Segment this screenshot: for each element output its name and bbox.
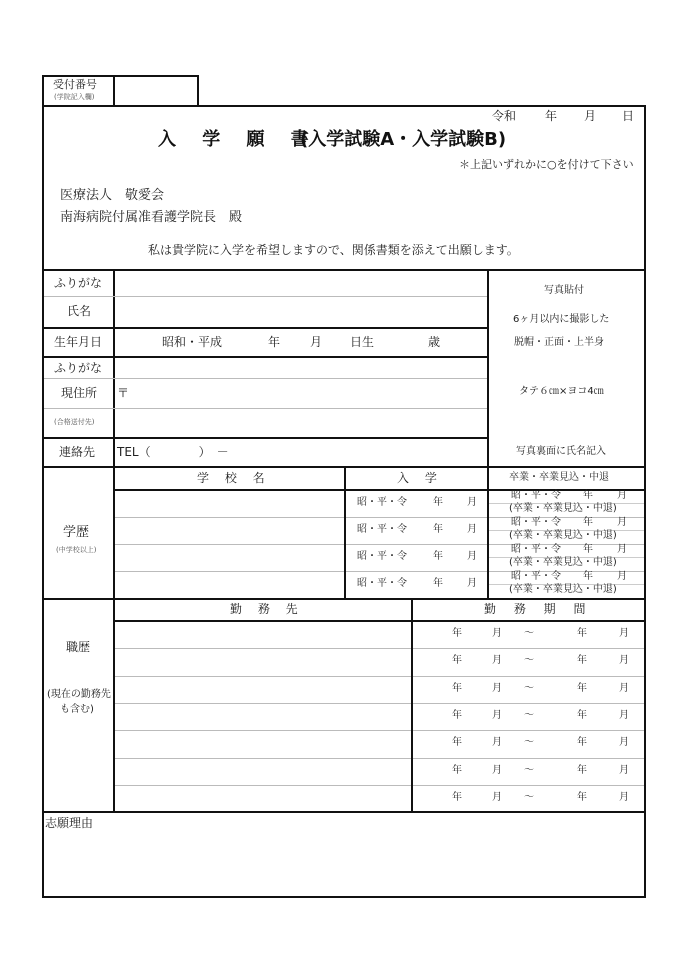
- photo-line-3: 脱帽・正面・上半身: [514, 337, 604, 348]
- work-row-line: [413, 758, 644, 759]
- school-name-field[interactable]: [115, 491, 344, 517]
- start-month[interactable]: 月: [492, 765, 502, 776]
- school-name-header: 学 校 名: [197, 471, 271, 485]
- furigana-address-label: ふりがな: [54, 361, 103, 375]
- contact-label: 連絡先: [59, 445, 96, 459]
- photo-line-5: 写真裏面に氏名記入: [516, 446, 606, 457]
- addressee-line-2: 南海病院付属准看護学院長 殿: [60, 210, 243, 225]
- graduation-year[interactable]: 年: [583, 544, 593, 555]
- entry-year[interactable]: 年: [433, 524, 443, 535]
- start-month[interactable]: 月: [492, 792, 502, 803]
- exam-type-selection[interactable]: (入学試験A・入学試験B): [300, 129, 507, 150]
- declaration: 私は貴学院に入学を希望しますので、関係書類を添えて出願します。: [148, 243, 519, 257]
- end-year[interactable]: 年: [577, 765, 587, 776]
- receipt-number-field[interactable]: [115, 77, 197, 105]
- start-month[interactable]: 月: [492, 628, 502, 639]
- end-month[interactable]: 月: [619, 655, 629, 666]
- start-year[interactable]: 年: [452, 737, 462, 748]
- start-year[interactable]: 年: [452, 710, 462, 721]
- school-name-field[interactable]: [115, 545, 344, 571]
- end-year[interactable]: 年: [577, 737, 587, 748]
- row-line: [42, 437, 488, 439]
- photo-line-2: 6ヶ月以内に撮影した: [513, 314, 610, 325]
- employer-field[interactable]: [115, 649, 411, 675]
- name-label: 氏名: [67, 304, 92, 318]
- period-tilde: ～: [524, 737, 534, 748]
- graduation-month[interactable]: 月: [617, 571, 627, 582]
- entry-era[interactable]: 昭・平・令: [357, 497, 407, 508]
- graduation-month[interactable]: 月: [617, 517, 627, 528]
- receipt-label: 受付番号: [53, 78, 97, 91]
- education-row-line: [346, 571, 487, 572]
- birth-day[interactable]: 日生: [350, 335, 375, 349]
- motivation-label: 志願理由: [45, 816, 94, 830]
- addressee-line-1: 医療法人 敬愛会: [60, 188, 165, 203]
- birthdate-label: 生年月日: [54, 335, 103, 349]
- address-note: (合格送付先): [54, 418, 95, 426]
- entry-month[interactable]: 月: [467, 497, 477, 508]
- start-year[interactable]: 年: [452, 655, 462, 666]
- graduation-year[interactable]: 年: [583, 571, 593, 582]
- row-line: [44, 296, 487, 297]
- entry-month[interactable]: 月: [467, 578, 477, 589]
- end-year[interactable]: 年: [577, 628, 587, 639]
- exam-note: ＊上記いずれかに○を付けて下さい: [459, 158, 634, 171]
- employer-field[interactable]: [115, 786, 411, 812]
- start-year[interactable]: 年: [452, 683, 462, 694]
- end-month[interactable]: 月: [619, 737, 629, 748]
- school-name-field[interactable]: [115, 572, 344, 598]
- tel-field[interactable]: TEL（ ） －: [117, 445, 229, 459]
- graduation-era[interactable]: 昭・平・令: [511, 544, 561, 555]
- work-sublabel-1: (現在の勤務先: [47, 689, 111, 700]
- education-row-line: [346, 517, 487, 518]
- motivation-field[interactable]: [44, 833, 644, 896]
- end-month[interactable]: 月: [619, 683, 629, 694]
- start-year[interactable]: 年: [452, 628, 462, 639]
- end-year[interactable]: 年: [577, 710, 587, 721]
- entry-header: 入 学: [397, 471, 443, 485]
- period-tilde: ～: [524, 765, 534, 776]
- period-tilde: ～: [524, 792, 534, 803]
- graduation-month[interactable]: 月: [617, 490, 627, 501]
- work-label: 職歴: [66, 640, 91, 654]
- photo-line-4: タテ６㎝×ヨコ4㎝: [519, 386, 604, 397]
- start-year[interactable]: 年: [452, 765, 462, 776]
- graduation-era[interactable]: 昭・平・令: [511, 517, 561, 528]
- row-line: [42, 327, 488, 329]
- receipt-sublabel: (学院記入欄): [54, 93, 95, 101]
- education-bottom-line: [42, 598, 645, 600]
- graduation-status[interactable]: (卒業・卒業見込・中退): [509, 530, 617, 541]
- graduation-status[interactable]: (卒業・卒業見込・中退): [509, 557, 617, 568]
- work-row-line: [413, 703, 644, 704]
- furigana-name-label: ふりがな: [54, 276, 103, 290]
- furigana-name-field[interactable]: [115, 271, 487, 296]
- school-name-field[interactable]: [115, 518, 344, 544]
- birth-month[interactable]: 月: [310, 335, 323, 349]
- graduation-era[interactable]: 昭・平・令: [511, 571, 561, 582]
- employer-field[interactable]: [115, 677, 411, 703]
- photo-area[interactable]: [489, 271, 644, 466]
- start-month[interactable]: 月: [492, 655, 502, 666]
- end-month[interactable]: 月: [619, 710, 629, 721]
- entry-era[interactable]: 昭・平・令: [357, 524, 407, 535]
- period-column-line: [411, 598, 413, 813]
- end-year[interactable]: 年: [577, 655, 587, 666]
- period-header: 勤 務 期 間: [484, 602, 593, 616]
- employer-field[interactable]: [115, 731, 411, 757]
- work-row-line: [413, 730, 644, 731]
- birth-era[interactable]: 昭和・平成: [162, 335, 223, 349]
- education-label: 学歴: [63, 525, 90, 540]
- address-field[interactable]: [130, 380, 487, 436]
- name-field[interactable]: [115, 298, 487, 327]
- work-row-line: [413, 648, 644, 649]
- graduation-month[interactable]: 月: [617, 544, 627, 555]
- postal-mark: 〒: [117, 386, 130, 400]
- period-tilde: ～: [524, 683, 534, 694]
- date-month[interactable]: 月: [584, 109, 597, 123]
- end-month[interactable]: 月: [619, 765, 629, 776]
- end-month[interactable]: 月: [619, 792, 629, 803]
- entry-era[interactable]: 昭・平・令: [357, 578, 407, 589]
- period-tilde: ～: [524, 710, 534, 721]
- age[interactable]: 歳: [428, 335, 441, 349]
- photo-line-1: 写真貼付: [544, 285, 584, 296]
- end-month[interactable]: 月: [619, 628, 629, 639]
- start-year[interactable]: 年: [452, 792, 462, 803]
- employer-header: 勤 務 先: [230, 602, 304, 616]
- employer-field[interactable]: [115, 759, 411, 785]
- period-tilde: ～: [524, 655, 534, 666]
- entry-year[interactable]: 年: [433, 578, 443, 589]
- end-year[interactable]: 年: [577, 683, 587, 694]
- address-label: 現住所: [61, 386, 98, 400]
- entry-month[interactable]: 月: [467, 551, 477, 562]
- education-sublabel: (中学校以上): [56, 546, 97, 554]
- start-month[interactable]: 月: [492, 737, 502, 748]
- start-month[interactable]: 月: [492, 710, 502, 721]
- date-year[interactable]: 年: [545, 109, 558, 123]
- end-year[interactable]: 年: [577, 792, 587, 803]
- education-row-line: [346, 544, 487, 545]
- date-day[interactable]: 日: [622, 109, 635, 123]
- birth-year[interactable]: 年: [268, 335, 281, 349]
- entry-month[interactable]: 月: [467, 524, 477, 535]
- graduation-header: 卒業・卒業見込・中退: [509, 472, 609, 483]
- graduation-era[interactable]: 昭・平・令: [511, 490, 561, 501]
- start-month[interactable]: 月: [492, 683, 502, 694]
- entry-year[interactable]: 年: [433, 551, 443, 562]
- employer-field[interactable]: [115, 704, 411, 730]
- work-sublabel-2: も含む): [60, 704, 94, 715]
- period-tilde: ～: [524, 628, 534, 639]
- furigana-address-field[interactable]: [115, 358, 487, 378]
- row-line: [44, 378, 487, 379]
- date-era[interactable]: 令和: [492, 109, 517, 123]
- entry-era[interactable]: 昭・平・令: [357, 551, 407, 562]
- work-row-line: [413, 785, 644, 786]
- entry-year[interactable]: 年: [433, 497, 443, 508]
- graduation-year[interactable]: 年: [583, 517, 593, 528]
- employer-field[interactable]: [115, 622, 411, 648]
- entry-column-line: [344, 467, 346, 599]
- graduation-year[interactable]: 年: [583, 490, 593, 501]
- work-row-line: [413, 676, 644, 677]
- graduation-status[interactable]: (卒業・卒業見込・中退): [509, 584, 617, 595]
- graduation-status[interactable]: (卒業・卒業見込・中退): [509, 503, 617, 514]
- page-title: 入 学 願 書: [158, 129, 319, 150]
